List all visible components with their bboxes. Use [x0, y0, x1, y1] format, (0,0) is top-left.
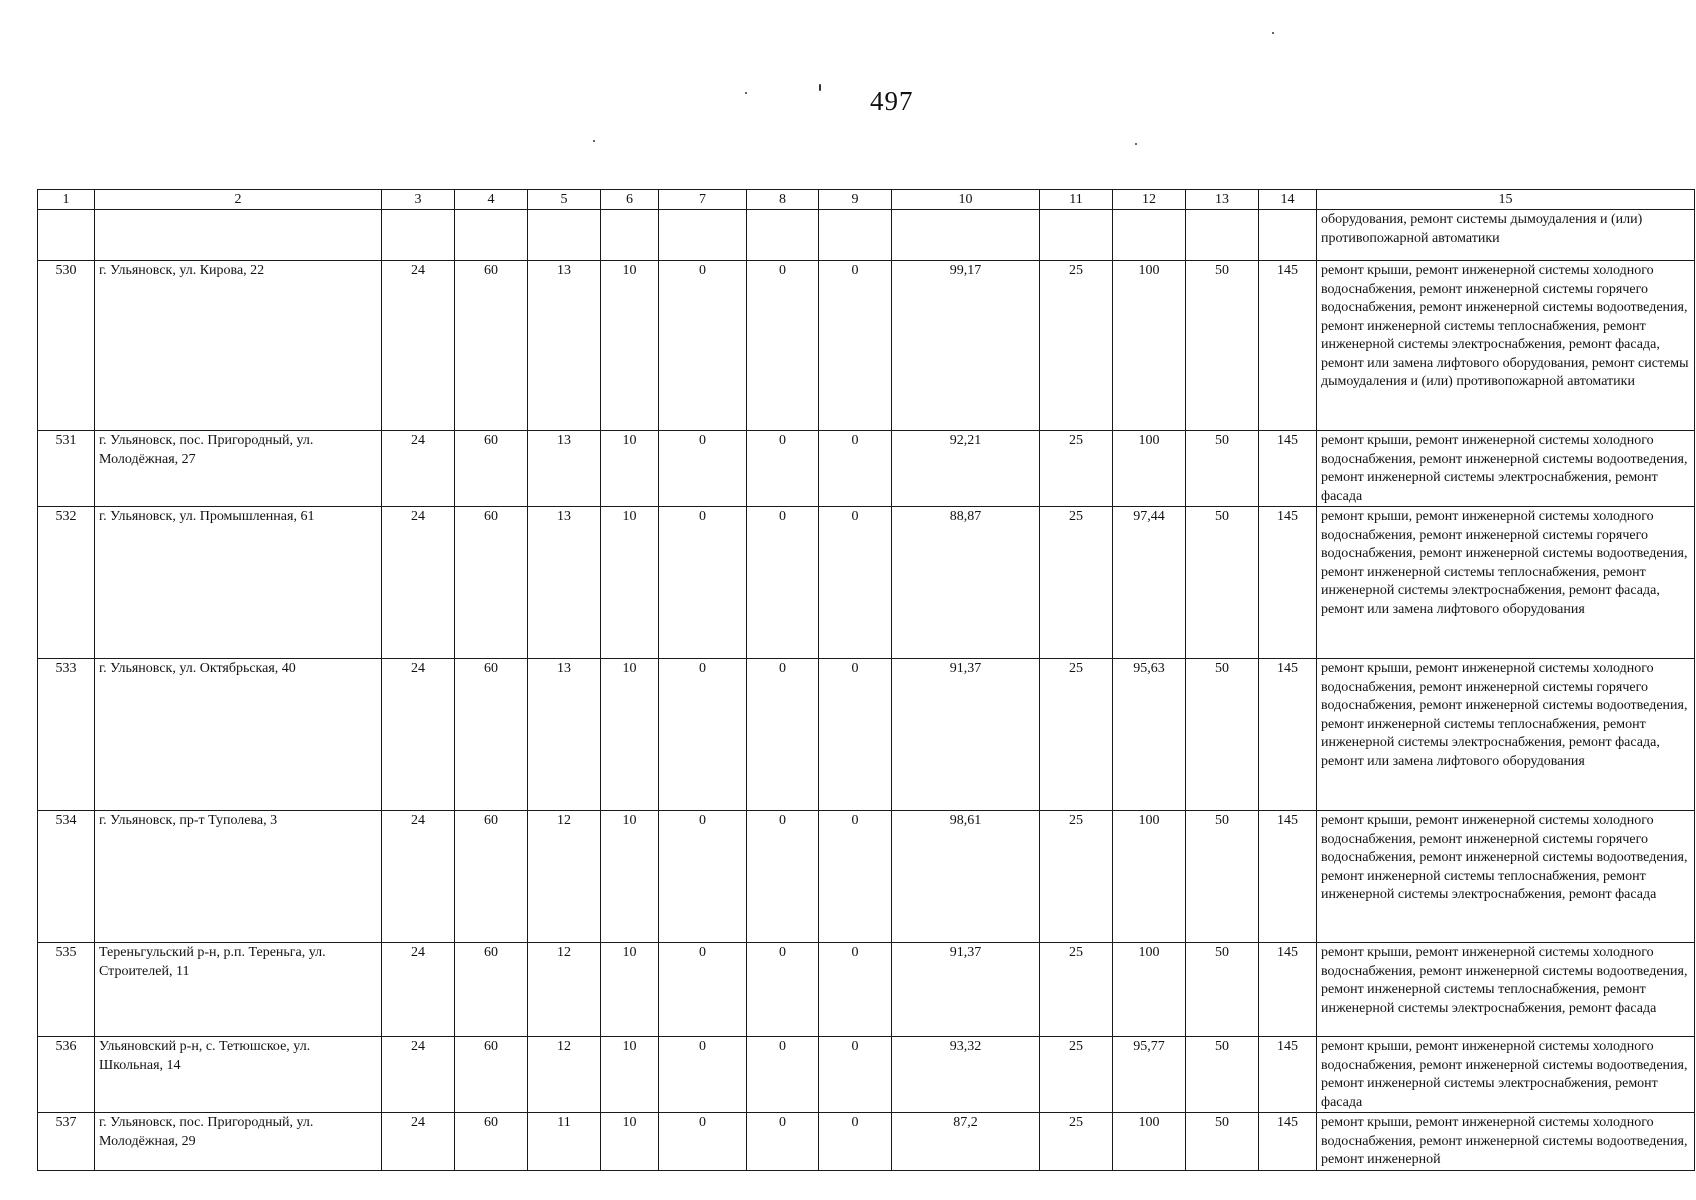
cell-c4: 60 — [455, 261, 528, 431]
cell-c10: 98,61 — [892, 811, 1040, 943]
cell-c12: 100 — [1113, 811, 1186, 943]
cell-c10: 93,32 — [892, 1037, 1040, 1113]
cell-c3: 24 — [382, 1037, 455, 1113]
cell-id: 532 — [38, 507, 95, 659]
cell-c5: 12 — [528, 1037, 601, 1113]
cell-c6: 10 — [601, 659, 659, 811]
table-row — [38, 507, 1695, 659]
cell-c7: 0 — [659, 659, 747, 811]
cell-id: 534 — [38, 811, 95, 943]
cell-c3: 24 — [382, 943, 455, 1037]
cell-c12: 100 — [1113, 1113, 1186, 1171]
cell-c8: 0 — [747, 431, 819, 507]
cell-address: г. Ульяновск, пр-т Туполева, 3 — [95, 811, 382, 943]
cell-works: ремонт крыши, ремонт инженерной системы холодного водоснабжения, ремонт инженерной системы горячего водоснабжения, ремонт инженерной системы водоотведения, ремонт инженерной системы теплоснабжения, ремонт инженерной системы электроснабжения, ремонт фасада, ремонт или замена лифтового оборудования — [1317, 659, 1695, 811]
cell-c14: 145 — [1259, 507, 1317, 659]
cell-c3: 24 — [382, 507, 455, 659]
cell-works: ремонт крыши, ремонт инженерной системы холодного водоснабжения, ремонт инженерной системы горячего водоснабжения, ремонт инженерной системы водоотведения, ремонт инженерной системы теплоснабжения, ремонт инженерной системы электроснабжения, ремонт фасада, ремонт или замена лифтового оборудования — [1317, 507, 1695, 659]
cell-c8: 0 — [747, 1113, 819, 1171]
column-number-header: 8 — [747, 190, 819, 210]
cell-works: ремонт крыши, ремонт инженерной системы холодного водоснабжения, ремонт инженерной системы водоотведения, ремонт инженерной системы электроснабжения, ремонт фасада — [1317, 431, 1695, 507]
scan-speck — [1272, 32, 1274, 34]
cell-c3: 24 — [382, 261, 455, 431]
table-row — [38, 1037, 1695, 1113]
continuation-row — [38, 210, 1695, 261]
cell-c12: 97,44 — [1113, 507, 1186, 659]
column-number-header: 1 — [38, 190, 95, 210]
cell-c11: 25 — [1040, 261, 1113, 431]
cell-works: ремонт крыши, ремонт инженерной системы холодного водоснабжения, ремонт инженерной системы водоотведения, ремонт инженерной — [1317, 1113, 1695, 1171]
column-number-header: 4 — [455, 190, 528, 210]
cell-c11: 25 — [1040, 659, 1113, 811]
cell-c3: 24 — [382, 1113, 455, 1171]
table-row — [38, 811, 1695, 943]
cell-address: г. Ульяновск, пос. Пригородный, ул. Молодёжная, 27 — [95, 431, 382, 507]
cell-c14: 145 — [1259, 811, 1317, 943]
cell-c6: 10 — [601, 811, 659, 943]
cell-c13: 50 — [1186, 431, 1259, 507]
column-number-header: 10 — [892, 190, 1040, 210]
cell-c8: 0 — [747, 1037, 819, 1113]
cell-address: г. Ульяновск, ул. Промышленная, 61 — [95, 507, 382, 659]
cell-c11: 25 — [1040, 1037, 1113, 1113]
scan-speck — [745, 92, 747, 94]
cell-c3 — [382, 210, 455, 261]
table-row — [38, 943, 1695, 1037]
cell-c5: 12 — [528, 943, 601, 1037]
cell-c8: 0 — [747, 811, 819, 943]
cell-id: 536 — [38, 1037, 95, 1113]
cell-c8: 0 — [747, 507, 819, 659]
cell-c10 — [892, 210, 1040, 261]
cell-c10: 99,17 — [892, 261, 1040, 431]
cell-c7: 0 — [659, 261, 747, 431]
cell-id: 531 — [38, 431, 95, 507]
cell-works: ремонт крыши, ремонт инженерной системы холодного водоснабжения, ремонт инженерной системы горячего водоснабжения, ремонт инженерной системы водоотведения, ремонт инженерной системы теплоснабжения, ремонт инженерной системы электроснабжения, ремонт фасада — [1317, 811, 1695, 943]
column-number-header: 11 — [1040, 190, 1113, 210]
cell-c11: 25 — [1040, 431, 1113, 507]
cell-c10: 92,21 — [892, 431, 1040, 507]
cell-c11: 25 — [1040, 1113, 1113, 1171]
cell-c4 — [455, 210, 528, 261]
cell-id — [38, 210, 95, 261]
cell-c3: 24 — [382, 431, 455, 507]
cell-c3: 24 — [382, 659, 455, 811]
cell-c6: 10 — [601, 1037, 659, 1113]
cell-c9: 0 — [819, 659, 892, 811]
cell-id: 533 — [38, 659, 95, 811]
cell-c13: 50 — [1186, 507, 1259, 659]
cell-c8: 0 — [747, 943, 819, 1037]
cell-c12: 100 — [1113, 431, 1186, 507]
cell-c11: 25 — [1040, 943, 1113, 1037]
cell-c10: 88,87 — [892, 507, 1040, 659]
cell-works: оборудования, ремонт системы дымоудаления и (или) противопожарной автоматики — [1317, 210, 1695, 261]
cell-c14: 145 — [1259, 659, 1317, 811]
cell-c13: 50 — [1186, 261, 1259, 431]
cell-c14: 145 — [1259, 261, 1317, 431]
table-row — [38, 1113, 1695, 1171]
cell-address: Тереньгульский р-н, р.п. Тереньга, ул. Строителей, 11 — [95, 943, 382, 1037]
cell-c4: 60 — [455, 943, 528, 1037]
cell-c8 — [747, 210, 819, 261]
cell-c11 — [1040, 210, 1113, 261]
column-number-header: 15 — [1317, 190, 1695, 210]
capital-repair-register-table — [37, 189, 1695, 1171]
cell-address: г. Ульяновск, ул. Октябрьская, 40 — [95, 659, 382, 811]
cell-c14: 145 — [1259, 1037, 1317, 1113]
cell-c7: 0 — [659, 811, 747, 943]
cell-c7: 0 — [659, 1037, 747, 1113]
column-number-header: 3 — [382, 190, 455, 210]
cell-c14 — [1259, 210, 1317, 261]
cell-c4: 60 — [455, 1113, 528, 1171]
cell-c9: 0 — [819, 261, 892, 431]
cell-c4: 60 — [455, 811, 528, 943]
cell-c5: 13 — [528, 659, 601, 811]
cell-c4: 60 — [455, 1037, 528, 1113]
column-number-header: 13 — [1186, 190, 1259, 210]
scan-speck — [819, 84, 821, 91]
cell-c9 — [819, 210, 892, 261]
cell-c5 — [528, 210, 601, 261]
cell-address: г. Ульяновск, ул. Кирова, 22 — [95, 261, 382, 431]
cell-works: ремонт крыши, ремонт инженерной системы холодного водоснабжения, ремонт инженерной системы водоотведения, ремонт инженерной системы электроснабжения, ремонт фасада — [1317, 1037, 1695, 1113]
cell-c6: 10 — [601, 1113, 659, 1171]
cell-c7 — [659, 210, 747, 261]
cell-c11: 25 — [1040, 507, 1113, 659]
cell-c10: 87,2 — [892, 1113, 1040, 1171]
column-number-header: 9 — [819, 190, 892, 210]
cell-c8: 0 — [747, 659, 819, 811]
column-number-header: 5 — [528, 190, 601, 210]
cell-c12: 95,63 — [1113, 659, 1186, 811]
cell-c13: 50 — [1186, 659, 1259, 811]
column-number-header: 12 — [1113, 190, 1186, 210]
cell-c9: 0 — [819, 1037, 892, 1113]
cell-c8: 0 — [747, 261, 819, 431]
cell-address: г. Ульяновск, пос. Пригородный, ул. Молодёжная, 29 — [95, 1113, 382, 1171]
cell-c14: 145 — [1259, 943, 1317, 1037]
cell-address — [95, 210, 382, 261]
cell-c13: 50 — [1186, 943, 1259, 1037]
cell-c11: 25 — [1040, 811, 1113, 943]
cell-c5: 12 — [528, 811, 601, 943]
cell-c9: 0 — [819, 1113, 892, 1171]
cell-c14: 145 — [1259, 1113, 1317, 1171]
cell-c4: 60 — [455, 659, 528, 811]
cell-c7: 0 — [659, 431, 747, 507]
cell-c6: 10 — [601, 507, 659, 659]
cell-c10: 91,37 — [892, 659, 1040, 811]
cell-c13: 50 — [1186, 1113, 1259, 1171]
column-number-header: 2 — [95, 190, 382, 210]
cell-c6 — [601, 210, 659, 261]
table-row — [38, 431, 1695, 507]
cell-c12: 100 — [1113, 261, 1186, 431]
cell-id: 535 — [38, 943, 95, 1037]
cell-c5: 13 — [528, 431, 601, 507]
column-number-header: 7 — [659, 190, 747, 210]
scan-speck — [1135, 143, 1137, 145]
scan-speck — [593, 140, 595, 142]
page-number: 497 — [870, 86, 914, 116]
cell-works: ремонт крыши, ремонт инженерной системы холодного водоснабжения, ремонт инженерной системы водоотведения, ремонт инженерной системы теплоснабжения, ремонт инженерной системы электроснабжения, ремонт фасада — [1317, 943, 1695, 1037]
cell-c3: 24 — [382, 811, 455, 943]
cell-c4: 60 — [455, 431, 528, 507]
cell-address: Ульяновский р-н, с. Тетюшское, ул. Школьная, 14 — [95, 1037, 382, 1113]
cell-c10: 91,37 — [892, 943, 1040, 1037]
cell-id: 537 — [38, 1113, 95, 1171]
column-number-header: 6 — [601, 190, 659, 210]
cell-c12 — [1113, 210, 1186, 261]
table-row — [38, 659, 1695, 811]
cell-c6: 10 — [601, 943, 659, 1037]
cell-c6: 10 — [601, 431, 659, 507]
cell-c13: 50 — [1186, 1037, 1259, 1113]
cell-c7: 0 — [659, 1113, 747, 1171]
cell-c13 — [1186, 210, 1259, 261]
cell-c5: 13 — [528, 507, 601, 659]
cell-c9: 0 — [819, 507, 892, 659]
cell-c12: 100 — [1113, 943, 1186, 1037]
cell-c13: 50 — [1186, 811, 1259, 943]
table-row — [38, 261, 1695, 431]
cell-c5: 13 — [528, 261, 601, 431]
cell-c14: 145 — [1259, 431, 1317, 507]
cell-c5: 11 — [528, 1113, 601, 1171]
column-number-row — [38, 190, 1695, 210]
cell-c9: 0 — [819, 811, 892, 943]
column-number-header: 14 — [1259, 190, 1317, 210]
cell-c7: 0 — [659, 943, 747, 1037]
cell-c6: 10 — [601, 261, 659, 431]
cell-c7: 0 — [659, 507, 747, 659]
cell-c12: 95,77 — [1113, 1037, 1186, 1113]
cell-c9: 0 — [819, 431, 892, 507]
cell-works: ремонт крыши, ремонт инженерной системы холодного водоснабжения, ремонт инженерной системы горячего водоснабжения, ремонт инженерной системы водоотведения, ремонт инженерной системы теплоснабжения, ремонт инженерной системы электроснабжения, ремонт фасада, ремонт или замена лифтового оборудования, ремонт системы дымоудаления и (или) противопожарной автоматики — [1317, 261, 1695, 431]
cell-c9: 0 — [819, 943, 892, 1037]
cell-id: 530 — [38, 261, 95, 431]
cell-c4: 60 — [455, 507, 528, 659]
